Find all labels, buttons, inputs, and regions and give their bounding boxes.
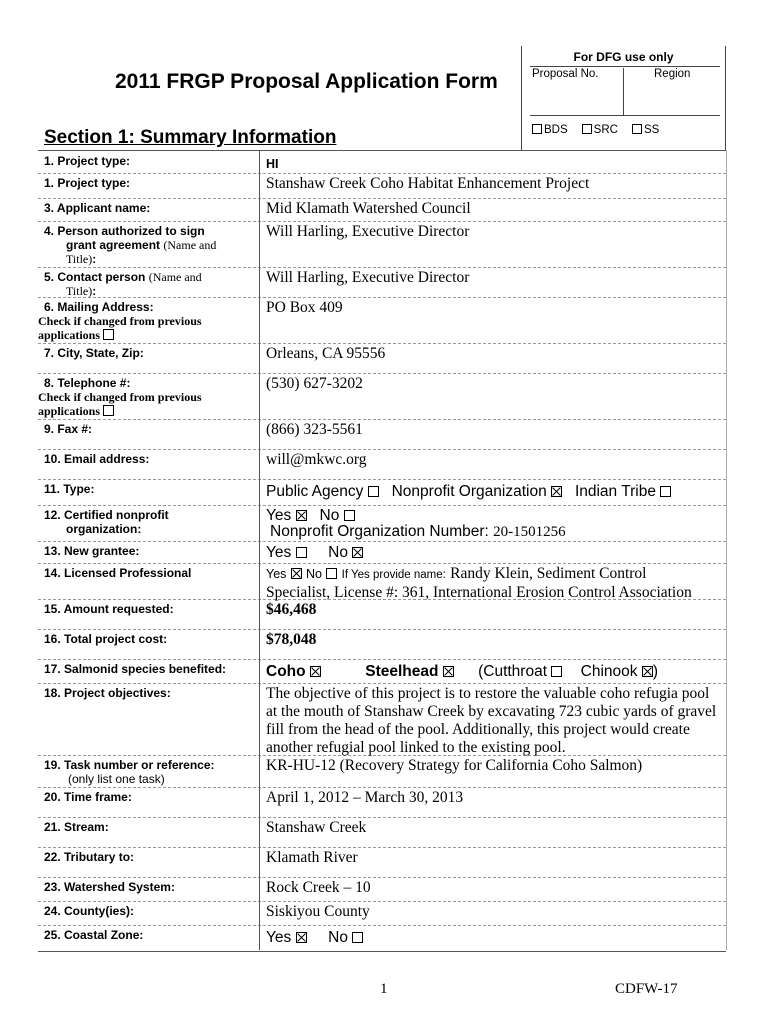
label-email: 10. Email address: xyxy=(44,452,150,466)
coastal-no-checkbox[interactable] xyxy=(352,932,363,943)
label-time-frame: 20. Time frame: xyxy=(44,790,132,804)
nonprofit-number[interactable]: 20-1501256 xyxy=(493,524,566,540)
section-title: Section 1: Summary Information xyxy=(44,127,337,148)
value-type: Public Agency Nonprofit Organization Indian Tribe xyxy=(266,483,724,501)
value-coastal-zone: Yes No xyxy=(266,929,724,947)
certified-no-checkbox[interactable] xyxy=(344,510,355,521)
label-type: 11. Type: xyxy=(44,482,95,496)
label-stream: 21. Stream: xyxy=(44,820,109,834)
row-amount-requested xyxy=(38,599,726,630)
row-fax xyxy=(38,419,726,450)
value-city-state-zip[interactable]: Orleans, CA 95556 xyxy=(266,345,386,362)
value-salmonid-species: Coho Steelhead (Cutthroat Chinook ) xyxy=(266,663,658,680)
value-email[interactable]: will@mkwc.org xyxy=(266,451,367,468)
row-new-grantee xyxy=(38,541,726,564)
certified-yes-checkbox[interactable] xyxy=(296,510,307,521)
dfg-checkbox-src[interactable]: SRC xyxy=(582,124,618,136)
licensed-yes-checkbox[interactable] xyxy=(291,568,302,579)
label-authorized-person: 4. Person authorized to sign grant agreement (Name and Title): xyxy=(44,224,217,266)
label-task-number: 19. Task number or reference: (only list one task) xyxy=(44,758,215,786)
value-total-cost[interactable]: $78,048 xyxy=(266,631,317,648)
indian-tribe-checkbox[interactable] xyxy=(660,486,671,497)
value-tributary[interactable]: Klamath River xyxy=(266,849,358,866)
label-project-title: 1. Project type: xyxy=(44,176,131,190)
public-agency-checkbox[interactable] xyxy=(368,486,379,497)
row-type xyxy=(38,479,726,506)
label-tributary: 22. Tributary to: xyxy=(44,850,135,864)
summary-table xyxy=(38,150,726,946)
row-project-type xyxy=(38,151,726,174)
value-county[interactable]: Siskiyou County xyxy=(266,903,370,920)
right-border xyxy=(726,150,727,950)
row-telephone xyxy=(38,373,726,420)
row-total-cost xyxy=(38,629,726,660)
value-project-type[interactable]: HI xyxy=(266,157,279,171)
row-city-state-zip xyxy=(38,343,726,374)
value-new-grantee: Yes No xyxy=(266,544,724,562)
row-stream xyxy=(38,817,726,848)
form-code: CDFW-17 xyxy=(615,981,678,997)
steelhead-checkbox[interactable] xyxy=(443,666,454,677)
row-applicant-name xyxy=(38,198,726,222)
label-amount-requested: 15. Amount requested: xyxy=(44,602,174,616)
value-contact-person[interactable]: Will Harling, Executive Director xyxy=(266,269,470,286)
row-certified-nonprofit xyxy=(38,505,726,542)
value-licensed-professional: Yes No If Yes provide name: Randy Klein, Sediment Control Specialist, License #: 361, International Erosion Control Association xyxy=(266,565,692,601)
value-task-number[interactable]: KR-HU-12 (Recovery Strategy for California Coho Salmon) xyxy=(266,757,643,774)
telephone-changed-checkbox[interactable] xyxy=(103,405,114,416)
new-grantee-yes-checkbox[interactable] xyxy=(296,547,307,558)
cutthroat-checkbox[interactable] xyxy=(551,666,562,677)
label-mailing-address: 6. Mailing Address: Check if changed from previous applications xyxy=(38,300,202,342)
label-salmonid-species: 17. Salmonid species benefited: xyxy=(44,662,227,676)
label-project-type: 1. Project type: xyxy=(44,154,131,168)
mailing-changed-checkbox[interactable] xyxy=(103,329,114,340)
value-certified-nonprofit: Yes No Nonprofit Organization Number: 20-1501256 xyxy=(266,507,566,540)
page-number: 1 xyxy=(380,981,388,997)
row-licensed-professional xyxy=(38,563,726,600)
dfg-heading: For DFG use only xyxy=(573,50,674,64)
label-applicant-name: 3. Applicant name: xyxy=(44,201,151,215)
value-time-frame[interactable]: April 1, 2012 – March 30, 2013 xyxy=(266,789,464,806)
label-watershed: 23. Watershed System: xyxy=(44,880,175,894)
row-authorized-person xyxy=(38,221,726,268)
coastal-yes-checkbox[interactable] xyxy=(296,932,307,943)
row-tributary xyxy=(38,847,726,878)
dfg-use-box xyxy=(521,46,726,151)
dfg-checkbox-bds[interactable]: BDS xyxy=(532,124,568,136)
new-grantee-no-checkbox[interactable] xyxy=(352,547,363,558)
row-project-objectives xyxy=(38,683,726,756)
label-project-objectives: 18. Project objectives: xyxy=(44,686,171,700)
label-total-cost: 16. Total project cost: xyxy=(44,632,168,646)
row-task-number xyxy=(38,755,726,788)
proposal-no-label: Proposal No. xyxy=(532,68,599,80)
chinook-checkbox[interactable] xyxy=(642,666,653,677)
row-coastal-zone xyxy=(38,925,726,952)
value-project-objectives[interactable]: The objective of this project is to restore the valuable coho refugia pool at the mouth of Stanshaw Creek by excavating 723 cubic yards of gravel fill from the head of the pool. Additionally, this project would create another refugial pool linked to the existing pool. xyxy=(266,685,717,756)
row-time-frame xyxy=(38,787,726,818)
column-divider xyxy=(259,150,260,950)
value-authorized-person[interactable]: Will Harling, Executive Director xyxy=(266,223,470,240)
label-county: 24. County(ies): xyxy=(44,904,135,918)
label-city-state-zip: 7. City, State, Zip: xyxy=(44,346,144,360)
row-watershed xyxy=(38,877,726,902)
label-telephone: 8. Telephone #: Check if changed from previous applications xyxy=(38,376,202,418)
row-county xyxy=(38,901,726,926)
form-title: 2011 FRGP Proposal Application Form xyxy=(115,70,498,93)
label-coastal-zone: 25. Coastal Zone: xyxy=(44,928,144,942)
row-email xyxy=(38,449,726,480)
row-mailing-address xyxy=(38,297,726,344)
row-contact-person xyxy=(38,267,726,298)
value-mailing-address[interactable]: PO Box 409 xyxy=(266,299,343,316)
value-project-title[interactable]: Stanshaw Creek Coho Habitat Enhancement Project xyxy=(266,175,590,192)
label-licensed-professional: 14. Licensed Professional xyxy=(44,566,192,580)
nonprofit-checkbox[interactable] xyxy=(551,486,562,497)
row-salmonid-species xyxy=(38,659,726,684)
dfg-checkbox-ss[interactable]: SS xyxy=(632,124,659,136)
coho-checkbox[interactable] xyxy=(310,666,321,677)
value-telephone[interactable]: (530) 627-3202 xyxy=(266,375,363,392)
label-contact-person: 5. Contact person (Name and Title): xyxy=(44,270,202,298)
label-fax: 9. Fax #: xyxy=(44,422,93,436)
label-new-grantee: 13. New grantee: xyxy=(44,544,140,558)
region-label: Region xyxy=(654,68,691,80)
value-applicant-name[interactable]: Mid Klamath Watershed Council xyxy=(266,200,471,217)
value-fax[interactable]: (866) 323-5561 xyxy=(266,421,363,438)
licensed-no-checkbox[interactable] xyxy=(326,568,337,579)
label-certified-nonprofit: 12. Certified nonprofit organization: xyxy=(44,508,169,536)
value-amount-requested[interactable]: $46,468 xyxy=(266,601,317,618)
row-project-title xyxy=(38,173,726,199)
value-stream[interactable]: Stanshaw Creek xyxy=(266,819,367,836)
value-watershed[interactable]: Rock Creek – 10 xyxy=(266,879,371,896)
